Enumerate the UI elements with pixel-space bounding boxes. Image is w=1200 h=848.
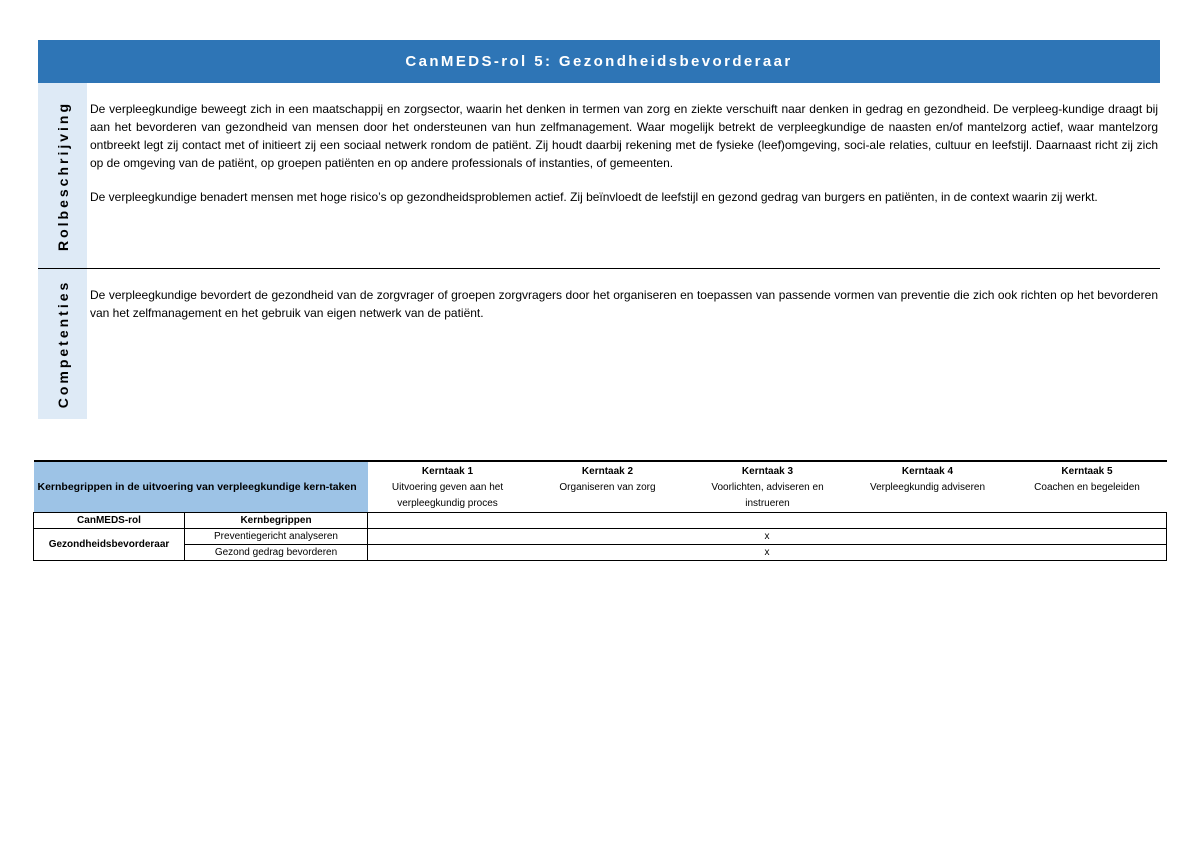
kerntaak-3 [688, 461, 848, 513]
kerntaak-1 [368, 461, 528, 513]
rolbeschrijving-sidebar [38, 83, 87, 268]
kerntaak-2 [528, 461, 688, 513]
rolbeschrijving-label: Rolbeschrijving [54, 100, 71, 251]
kerntaak-title: Kerntaak 5 [1061, 466, 1113, 477]
kerntaak-desc: Voorlichten, adviseren en instrueren [711, 482, 824, 509]
mark-cell: x [368, 545, 1167, 561]
competenties-sidebar [38, 269, 87, 419]
header-empty-cell [368, 513, 1167, 529]
competenties-label: Competenties [54, 279, 71, 409]
kerntaak-title: Kerntaak 4 [901, 466, 954, 477]
canmeds-rol-cell: Gezondheidsbevorderaar [34, 529, 185, 561]
rolbeschrijving-text [90, 100, 1158, 206]
mark-cell: x [368, 529, 1167, 545]
table-row [34, 545, 1167, 561]
kerntaak-desc: Coachen en begeleiden [1034, 482, 1140, 493]
kerntaak-title: Kerntaak 2 [581, 466, 634, 477]
section-divider [38, 268, 1160, 269]
column-header-kernbegrippen: Kernbegrippen [185, 513, 368, 529]
kerntaak-4 [848, 461, 1008, 513]
kerntaak-desc: Verpleegkundig adviseren [869, 482, 986, 493]
rolbeschrijving-paragraph-2: De verpleegkundige benadert mensen met hoge risico’s op gezondheidsproblemen actief. Zij beïnvloedt de leefstijl en gezond gedrag van burgers en patiënten, in de context waarin zij werkt. [90, 190, 1098, 204]
kerntaak-title: Kerntaak 3 [741, 466, 794, 477]
page-title: CanMEDS-rol 5: Gezondheidsbevorderaar [38, 40, 1160, 83]
kerntaak-desc: Organiseren van zorg [559, 482, 656, 493]
kernbegrip-cell: Preventiegericht analyseren [185, 529, 368, 545]
kerntaak-desc: Uitvoering geven aan het verpleegkundig proces [391, 482, 504, 509]
column-header-rol: CanMEDS-rol [34, 513, 185, 529]
table-heading: Kernbegrippen in de uitvoering van verpleegkundige kern-taken [34, 461, 368, 513]
kernbegrippen-table [33, 460, 1167, 561]
kerntaak-title: Kerntaak 1 [421, 466, 474, 477]
competenties-paragraph: De verpleegkundige bevordert de gezondheid van de zorgvrager of groepen zorgvragers door het organiseren en toepassen van passende vormen van preventie die zich ook richten op het bevorderen van het zelfmanagement en het gebruik van eigen netwerk van de patiënt. [90, 288, 1158, 320]
kernbegrip-cell: Gezond gedrag bevorderen [185, 545, 368, 561]
rolbeschrijving-paragraph-1: De verpleegkundige beweegt zich in een maatschappij en zorgsector, waarin het denken in termen van zorg en ziekte verschuift naar denken in gedrag en gezondheid. De verpleeg-kundige draagt bij aan het bevorderen van gezondheid van mensen door het ondersteunen van hun zelfmanagement. Waar mogelijk betrekt de verpleegkundige de naasten en/of mantelzorg actief, waar mantelzorg ontbreekt legt zij contact met of initieert zij een sociaal netwerk rondom de patiënt. Zij houdt daarbij rekening met de fysieke (leef)omgeving, soci-ale relaties, cultuur en leefstijl. Daarnaast richt zij zich op de omgeving van de patiënt, op groepen patiënten en op andere professionals of instanties, of gemeenten. [90, 102, 1158, 170]
kerntaak-5 [1008, 461, 1167, 513]
table-row [34, 529, 1167, 545]
competenties-text [90, 286, 1158, 322]
